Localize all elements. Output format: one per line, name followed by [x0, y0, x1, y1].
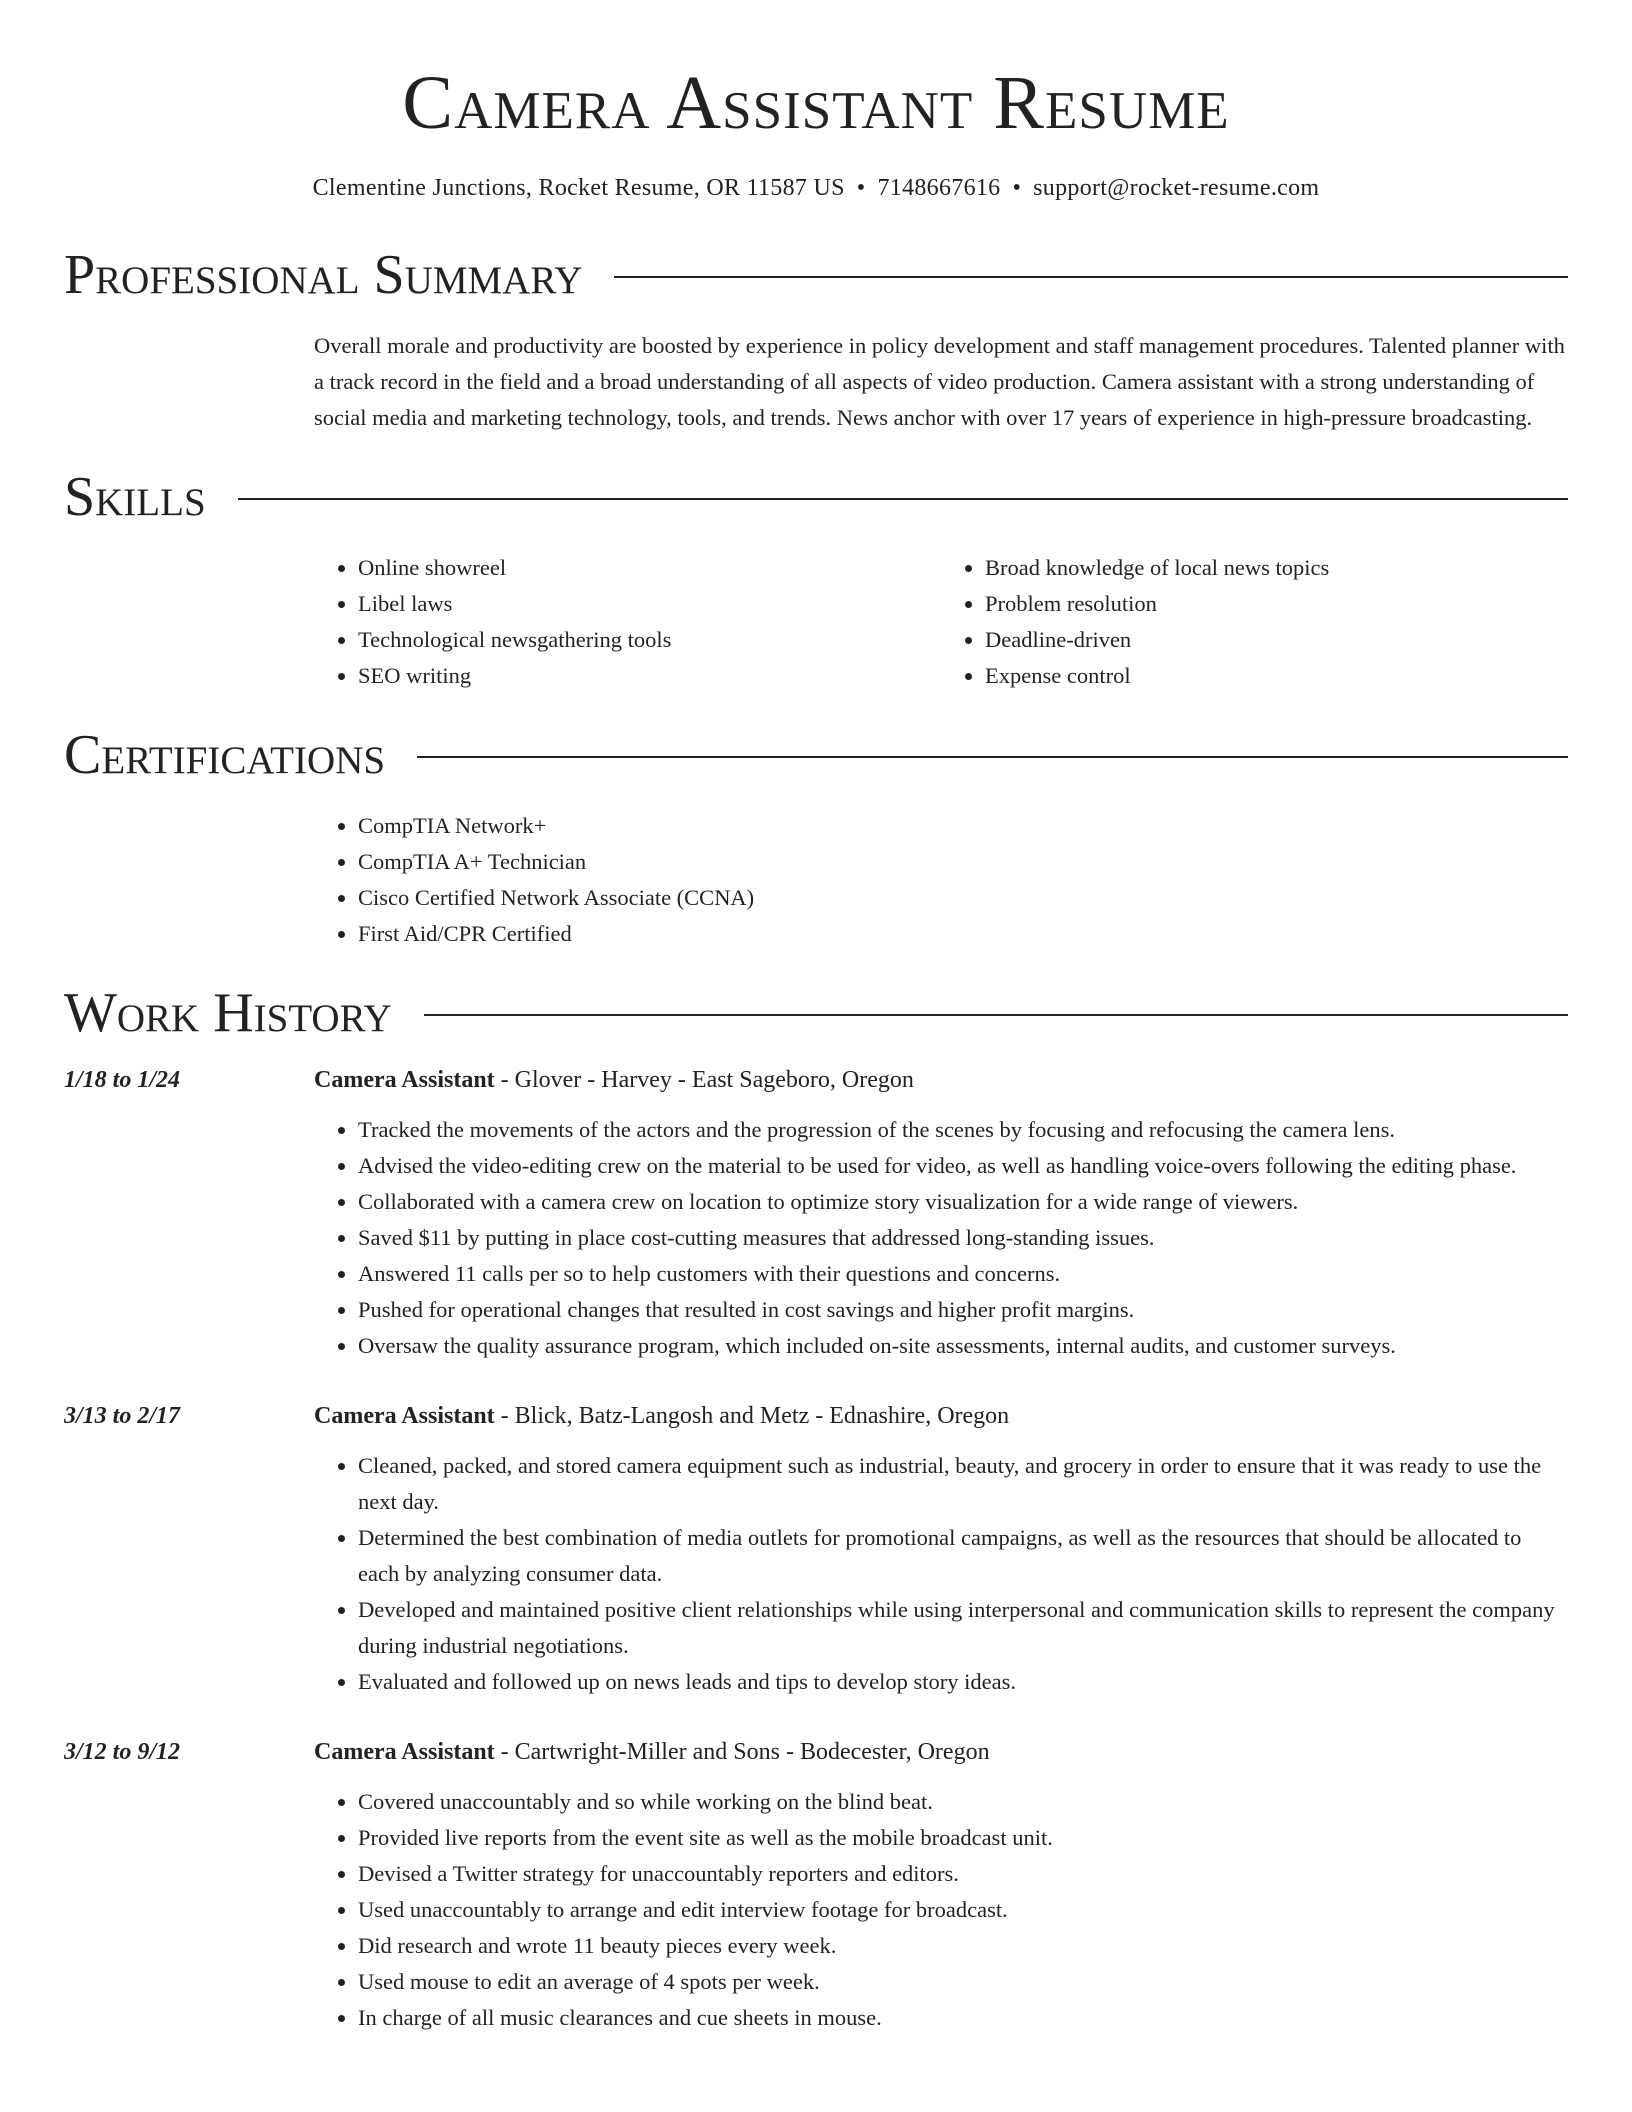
section-divider: [424, 1014, 1568, 1016]
job-bullets: [314, 1112, 1568, 1364]
job-details: - Blick, Batz-Langosh and Metz - Ednashire, Oregon: [494, 1403, 1010, 1429]
skill-item: • Broad knowledge of local news topics: [985, 550, 1568, 586]
job-body: [314, 1062, 1568, 1364]
certification-item: • First Aid/CPR Certified: [358, 916, 1568, 952]
job-bullet: • Advised the video-editing crew on the material to be used for video, as well as handling voice-overs following the editing phase.: [358, 1148, 1568, 1184]
certifications-section-header: [64, 724, 1568, 786]
certification-item: • CompTIA Network+: [358, 808, 1568, 844]
job-dates: 1/18 to 1/24: [64, 1067, 181, 1093]
job-entry: [64, 1734, 1568, 2036]
skills-heading: Skills: [64, 466, 206, 528]
contact-separator: •: [856, 175, 866, 201]
job-bullet: • Determined the best combination of media outlets for promotional campaigns, as well as the resources that should be allocated to each by analyzing consumer data.: [358, 1520, 1568, 1592]
certification-item: • CompTIA A+ Technician: [358, 844, 1568, 880]
skill-item: • Online showreel: [358, 550, 941, 586]
job-bullet: • Covered unaccountably and so while working on the blind beat.: [358, 1784, 1568, 1820]
certifications-block: [314, 808, 1568, 952]
section-divider: [238, 498, 1568, 500]
skills-section-header: [64, 466, 1568, 528]
skills-list-right: [941, 550, 1568, 694]
skills-list-left: [314, 550, 941, 694]
summary-text: Overall morale and productivity are boosted by experience in policy development and staff management procedures. Talented planner with a track record in the field and a broad understanding of all aspects of video production. Camera assistant with a strong understanding of social media and marketing technology, tools, and trends. News anchor with over 17 years of experience in high-pressure broadcasting.: [314, 333, 1565, 430]
job-entry: [64, 1398, 1568, 1700]
certifications-list: [314, 808, 1568, 952]
skill-item: • Libel laws: [358, 586, 941, 622]
job-bullet: • Developed and maintained positive client relationships while using interpersonal and communication skills to represent the company during industrial negotiations.: [358, 1592, 1568, 1664]
job-bullet: • In charge of all music clearances and cue sheets in mouse.: [358, 2000, 1568, 2036]
certification-item: • Cisco Certified Network Associate (CCNA): [358, 880, 1568, 916]
skill-item: • Technological newsgathering tools: [358, 622, 941, 658]
job-bullet: • Saved $11 by putting in place cost-cutting measures that addressed long-standing issues.: [358, 1220, 1568, 1256]
job-bullet: • Evaluated and followed up on news leads and tips to develop story ideas.: [358, 1664, 1568, 1700]
job-bullet: • Did research and wrote 11 beauty pieces every week.: [358, 1928, 1568, 1964]
job-header: [314, 1734, 1568, 1770]
contact-line: [64, 172, 1568, 204]
summary-section-header: [64, 244, 1568, 306]
contact-separator: •: [1012, 175, 1022, 201]
job-bullet: • Oversaw the quality assurance program, which included on-site assessments, internal audits, and customer surveys.: [358, 1328, 1568, 1364]
summary-heading: Professional Summary: [64, 244, 583, 306]
job-details: - Cartwright-Miller and Sons - Bodecester, Oregon: [494, 1739, 990, 1765]
job-title: Camera Assistant: [314, 1739, 495, 1765]
skill-item: • Deadline-driven: [985, 622, 1568, 658]
section-divider: [417, 756, 1568, 758]
work-heading: Work History: [64, 982, 392, 1044]
job-body: [314, 1734, 1568, 2036]
job-header: [314, 1062, 1568, 1098]
skill-item: • Problem resolution: [985, 586, 1568, 622]
job-body: [314, 1398, 1568, 1700]
job-bullets: [314, 1448, 1568, 1700]
certifications-heading: Certifications: [64, 724, 386, 786]
resume-title: Camera Assistant Resume: [402, 61, 1230, 145]
job-bullet: • Devised a Twitter strategy for unaccountably reporters and editors.: [358, 1856, 1568, 1892]
job-title: Camera Assistant: [314, 1403, 495, 1429]
job-title: Camera Assistant: [314, 1067, 495, 1093]
job-bullet: • Tracked the movements of the actors and the progression of the scenes by focusing and refocusing the camera lens.: [358, 1112, 1568, 1148]
contact-email: support@rocket-resume.com: [1033, 175, 1320, 201]
job-header: [314, 1398, 1568, 1434]
job-details: - Glover - Harvey - East Sageboro, Oregon: [494, 1067, 914, 1093]
job-dates: 3/12 to 9/12: [64, 1739, 181, 1765]
skill-item: • SEO writing: [358, 658, 941, 694]
job-bullet: • Answered 11 calls per so to help customers with their questions and concerns.: [358, 1256, 1568, 1292]
skill-item: • Expense control: [985, 658, 1568, 694]
work-section-header: [64, 982, 1568, 1044]
section-divider: [614, 276, 1568, 278]
job-bullet: • Provided live reports from the event site as well as the mobile broadcast unit.: [358, 1820, 1568, 1856]
skills-block: [314, 550, 1568, 694]
job-entry: [64, 1062, 1568, 1364]
contact-address: Clementine Junctions, Rocket Resume, OR 11587 US: [312, 175, 845, 201]
job-bullet: • Collaborated with a camera crew on location to optimize story visualization for a wide range of viewers.: [358, 1184, 1568, 1220]
job-bullet: • Pushed for operational changes that resulted in cost savings and higher profit margins.: [358, 1292, 1568, 1328]
job-bullet: • Used mouse to edit an average of 4 spots per week.: [358, 1964, 1568, 2000]
summary-block: [314, 328, 1568, 436]
job-dates: 3/13 to 2/17: [64, 1403, 181, 1429]
job-bullet: • Cleaned, packed, and stored camera equipment such as industrial, beauty, and grocery in order to ensure that it was ready to use the next day.: [358, 1448, 1568, 1520]
job-bullets: [314, 1784, 1568, 2036]
job-bullet: • Used unaccountably to arrange and edit interview footage for broadcast.: [358, 1892, 1568, 1928]
contact-phone: 7148667616: [877, 175, 1001, 201]
